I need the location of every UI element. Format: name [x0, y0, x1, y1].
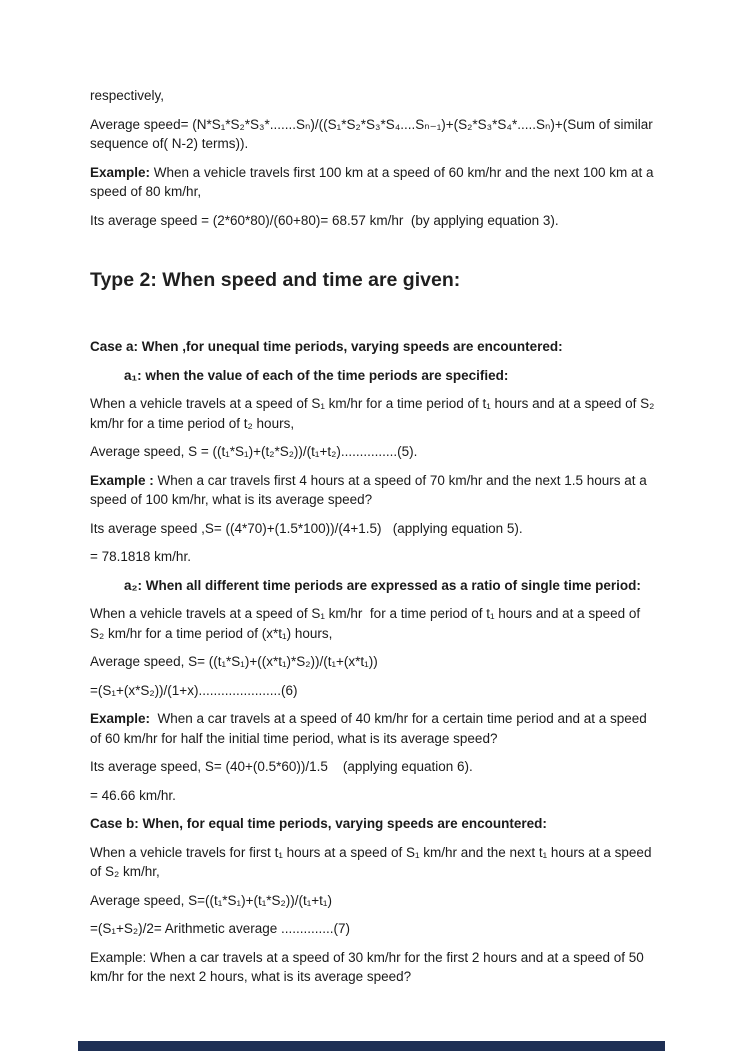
example-text: When a vehicle travels first 100 km at a speed of 60 km/hr and the next 100 km at a speed of 80 km/hr, — [90, 164, 658, 199]
equation7-formula-line1: Average speed, S=((t₁*S₁)+(t₁*S₂))/(t₁+t₁) — [90, 892, 332, 908]
example-equation6-paragraph — [90, 709, 657, 748]
example-text: When a car travels first 4 hours at a speed of 70 km/hr and the next 1.5 hours at a speed of 100 km/hr, what is its average speed? — [90, 472, 651, 507]
next-table-top-edge — [78, 1041, 665, 1051]
example-equation6-result: = 46.66 km/hr. — [90, 787, 176, 803]
equation7-formula-line2: =(S₁+S₂)/2= Arithmetic average ..............(7) — [90, 921, 351, 936]
equation6-formula-line1: Average speed, S= ((t₁*S₁)+((x*t₁)*S₂))/(t₁+(x*t₁)) — [90, 654, 378, 669]
general-average-speed-formula: Average speed= (N*S₁*S₂*S₃*.......Sₙ)/((S₁*S₂*S₃*S₄....Sₙ₋₁)+(S₂*S₃*S₄*.....Sₙ)+(Sum of similar sequence of( N-2) terms)). — [90, 116, 657, 151]
example-label: Example: — [90, 711, 151, 726]
case-a1-title: a₁: when the value of each of the time periods are specified: — [124, 367, 509, 383]
equation6-formula-line2: =(S₁+(x*S₂))/(1+x)......................(6) — [90, 682, 298, 698]
case-a2-setup: When a vehicle travels at a speed of S₁ km/hr for a time period of t₁ hours and at a speed of S₂ km/hr for a time period of (x*t₁) hours, — [90, 606, 644, 641]
example-equation7-paragraph: Example: When a car travels at a speed of 30 km/hr for the first 2 hours and at a speed of 50 km/hr for the next 2 hours, what is its average speed? — [90, 949, 648, 984]
case-a-title: Case a: When ,for unequal time periods, varying speeds are encountered: — [90, 339, 563, 354]
example-equation5-paragraph — [90, 471, 657, 510]
example-label: Example: — [90, 164, 151, 180]
case-a2-title: a₂: When all different time periods are expressed as a ratio of single time period: — [124, 577, 641, 593]
example-equation5-result: = 78.1818 km/hr. — [90, 549, 191, 564]
example-equation5-solution: Its average speed ,S= ((4*70)+(1.5*100))/(4+1.5) (applying equation 5). — [90, 520, 523, 536]
example-equation3-result: Its average speed = (2*60*80)/(60+80)= 68.57 km/hr (by applying equation 3). — [90, 212, 559, 228]
document-content — [90, 0, 657, 996]
example-text: When a car travels at a speed of 40 km/hr for a certain time period and at a speed of 60 km/hr for half the initial time period, what is its average speed? — [90, 711, 651, 746]
type2-heading: Type 2: When speed and time are given: — [90, 269, 461, 291]
case-b-title: Case b: When, for equal time periods, varying speeds are encountered: — [90, 816, 547, 831]
intro-line: respectively, — [90, 88, 165, 103]
case-a1-setup: When a vehicle travels at a speed of S₁ km/hr for a time period of t₁ hours and at a speed of S₂ km/hr for a time period of t₂ hours, — [90, 396, 659, 431]
example-equation6-solution: Its average speed, S= (40+(0.5*60))/1.5 (applying equation 6). — [90, 759, 473, 774]
case-b-setup: When a vehicle travels for first t₁ hours at a speed of S₁ km/hr and the next t₁ hours at a speed of S₂ km/hr, — [90, 844, 656, 879]
example-equation3-paragraph — [90, 163, 657, 202]
example-label: Example : — [90, 472, 154, 488]
equation5-formula: Average speed, S = ((t₁*S₁)+(t₂*S₂))/(t₁+t₂)...............(5). — [90, 444, 418, 459]
